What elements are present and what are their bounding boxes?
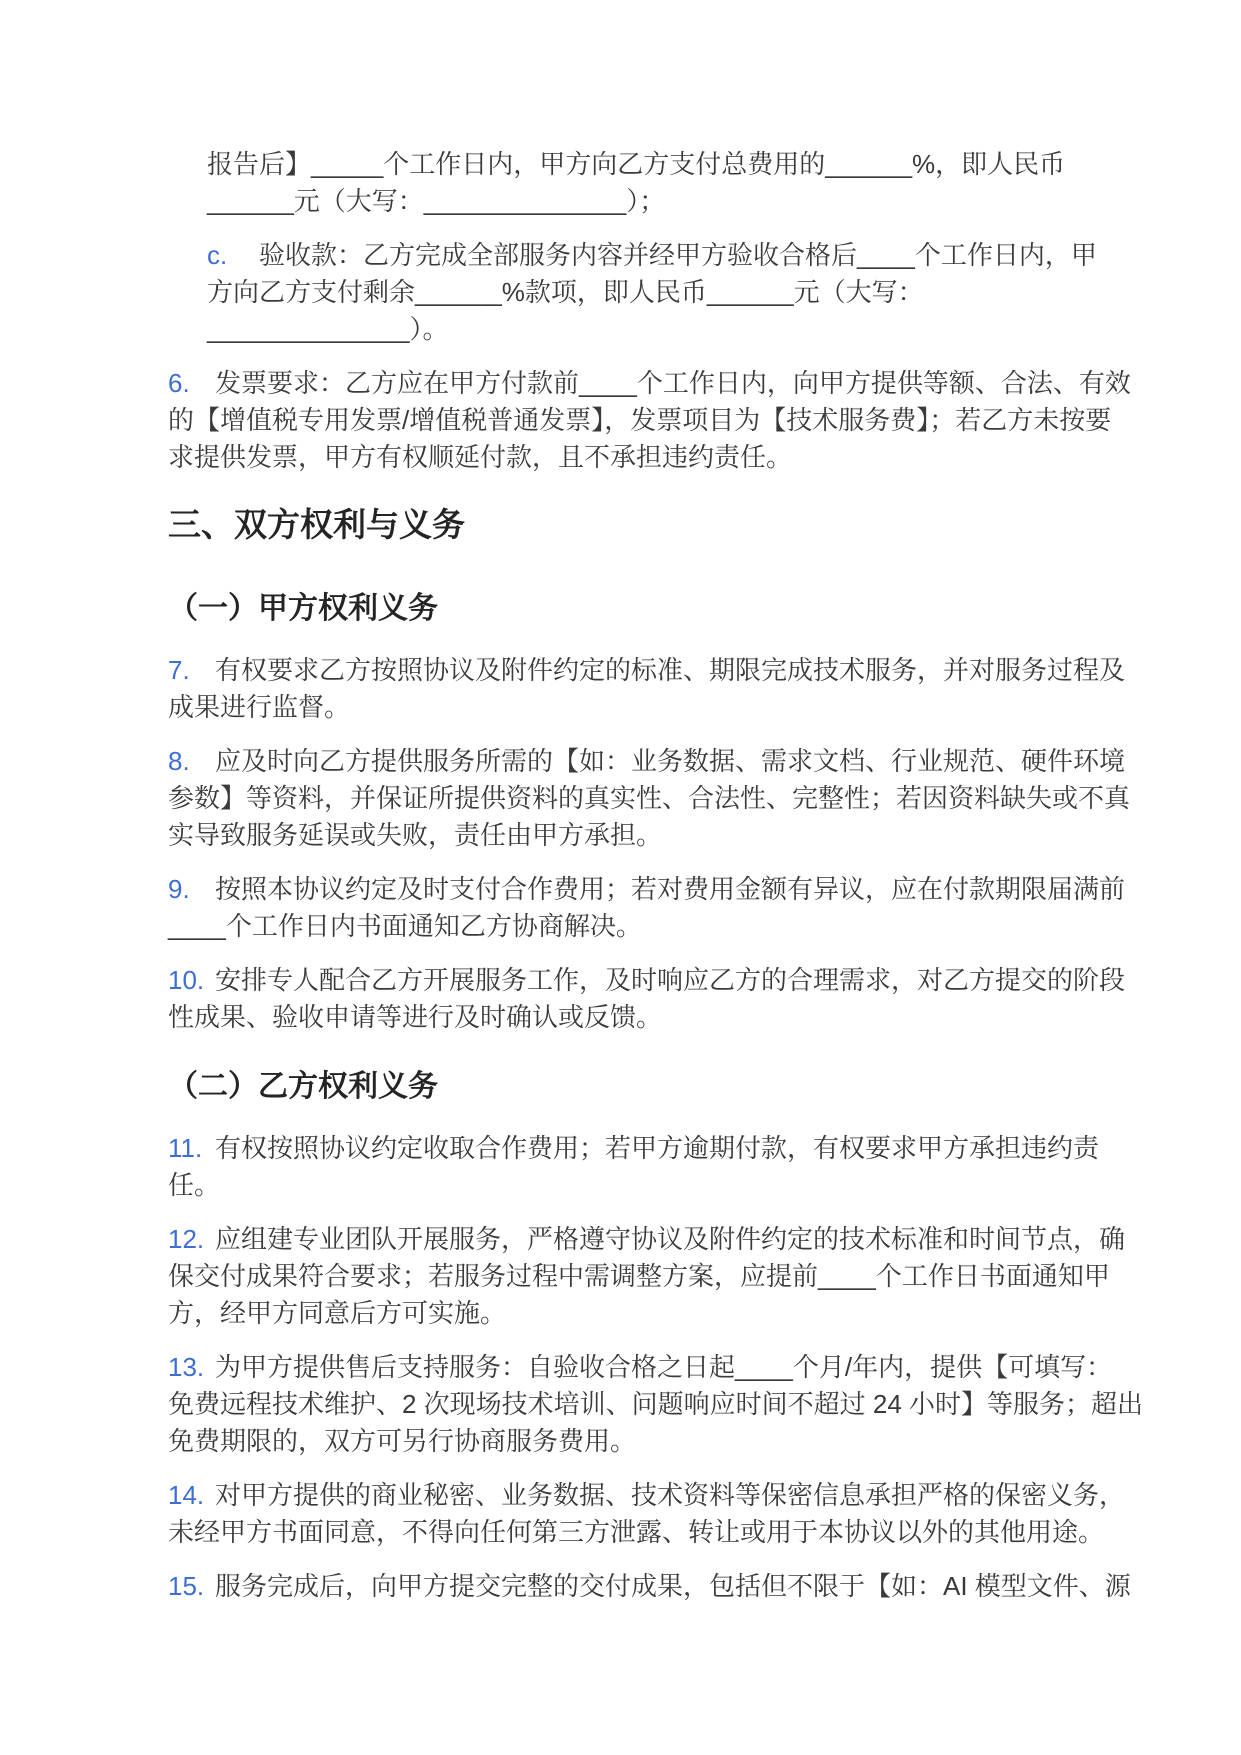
text-line bbox=[168, 365, 1211, 402]
text-line bbox=[168, 1514, 1211, 1551]
text-line bbox=[168, 908, 1211, 945]
text-run: 有权按照协议约定收取合作费用；若甲方逾期付款，有权要求甲方承担违约责 bbox=[215, 1133, 1100, 1163]
list-number: 7. bbox=[168, 655, 190, 685]
text-run: 未经甲方书面同意，不得向任何第三方泄露、转让或用于本协议以外的其他用途。 bbox=[168, 1517, 1105, 1547]
list-number: 8. bbox=[168, 746, 190, 776]
text-line bbox=[168, 871, 1211, 908]
list-number: 11. bbox=[168, 1133, 203, 1163]
list-number: 15. bbox=[168, 1571, 205, 1601]
text-line bbox=[168, 1295, 1211, 1332]
text-line bbox=[168, 743, 1211, 780]
text-run: 应组建专业团队开展服务，严格遵守协议及附件约定的技术标准和时间节点，确 bbox=[215, 1224, 1126, 1254]
text-run: 应及时向乙方提供服务所需的【如：业务数据、需求文档、行业规范、硬件环境 bbox=[215, 746, 1126, 776]
list-item-10 bbox=[168, 962, 1211, 1036]
list-number: 10. bbox=[168, 965, 205, 995]
text-line bbox=[168, 652, 1211, 689]
list-item-8 bbox=[168, 743, 1211, 854]
text-line bbox=[168, 1167, 1211, 1204]
text-line bbox=[207, 146, 1211, 183]
list-item-6 bbox=[168, 365, 1211, 476]
text-line bbox=[168, 1221, 1211, 1258]
text-line bbox=[168, 1258, 1211, 1295]
text-line bbox=[207, 237, 1211, 274]
text-line bbox=[168, 689, 1211, 726]
subsection-heading: （一）甲方权利义务 bbox=[168, 592, 438, 625]
list-number: 9. bbox=[168, 874, 190, 904]
text-run: 求提供发票，甲方有权顺延付款，且不承担违约责任。 bbox=[168, 442, 793, 472]
list-item-12 bbox=[168, 1221, 1211, 1332]
text-run: 安排专人配合乙方开展服务工作，及时响应乙方的合理需求，对乙方提交的阶段 bbox=[215, 965, 1126, 995]
text-run: 按照本协议约定及时支付合作费用；若对费用金额有异议，应在付款期限届满前 bbox=[215, 874, 1126, 904]
list-item-15 bbox=[168, 1568, 1211, 1605]
list-number: 6. bbox=[168, 368, 190, 398]
text-run: 发票要求：乙方应在甲方付款前____个工作日内，向甲方提供等额、合法、有效 bbox=[215, 368, 1131, 398]
text-line bbox=[168, 1349, 1211, 1386]
text-run: ______________）。 bbox=[207, 314, 449, 344]
text-line bbox=[207, 311, 1211, 348]
text-run: 的【增值税专用发票/增值税普通发票】，发票项目为【技术服务费】；若乙方未按要 bbox=[168, 405, 1112, 435]
text-run: 任。 bbox=[168, 1170, 221, 1200]
text-line bbox=[207, 274, 1211, 311]
text-line bbox=[168, 1130, 1211, 1167]
text-line bbox=[207, 183, 1211, 220]
list-item-9 bbox=[168, 871, 1211, 945]
text-run: 方，经甲方同意后方可实施。 bbox=[168, 1298, 507, 1328]
text-run: 参数】等资料，并保证所提供资料的真实性、合法性、完整性；若因资料缺失或不真 bbox=[168, 783, 1131, 813]
text-run: 对甲方提供的商业秘密、业务数据、技术资料等保密信息承担严格的保密义务， bbox=[215, 1480, 1126, 1510]
text-line bbox=[168, 1386, 1211, 1423]
text-run: 有权要求乙方按照协议及附件约定的标准、期限完成技术服务，并对服务过程及 bbox=[215, 655, 1126, 685]
text-run: 验收款：乙方完成全部服务内容并经甲方验收合格后____个工作日内，甲 bbox=[259, 240, 1097, 270]
text-run: 实导致服务延误或失败，责任由甲方承担。 bbox=[168, 820, 663, 850]
text-run: 保交付成果符合要求；若服务过程中需调整方案，应提前____个工作日书面通知甲 bbox=[168, 1261, 1110, 1291]
list-number: 12. bbox=[168, 1224, 205, 1254]
text-line bbox=[168, 439, 1211, 476]
text-run: 免费期限的，双方可另行协商服务费用。 bbox=[168, 1426, 637, 1456]
section-heading: 三、双方权利与义务 bbox=[168, 506, 465, 543]
text-run: 报告后】_____个工作日内，甲方向乙方支付总费用的______%，即人民币 bbox=[207, 149, 1066, 179]
paragraph bbox=[207, 146, 1211, 220]
text-run: 成果进行监督。 bbox=[168, 692, 351, 722]
subsection-heading: （二）乙方权利义务 bbox=[168, 1070, 438, 1103]
text-line bbox=[168, 402, 1211, 439]
text-run: 为甲方提供售后支持服务：自验收合格之日起____个月/年内，提供【可填写： bbox=[215, 1352, 1113, 1382]
list-item-13 bbox=[168, 1349, 1211, 1460]
text-line bbox=[168, 962, 1211, 999]
text-run: ____个工作日内书面通知乙方协商解决。 bbox=[168, 911, 642, 941]
list-item-14 bbox=[168, 1477, 1211, 1551]
list-item-11 bbox=[168, 1130, 1211, 1204]
text-run: ______元（大写：______________）； bbox=[207, 186, 666, 216]
text-run: 服务完成后，向甲方提交完整的交付成果，包括但不限于【如：AI 模型文件、源 bbox=[215, 1571, 1131, 1601]
text-line bbox=[168, 780, 1211, 817]
text-run: 免费远程技术维护、2 次现场技术培训、问题响应时间不超过 24 小时】等服务；超出 bbox=[168, 1389, 1144, 1419]
list-number: c. bbox=[207, 240, 228, 270]
text-line bbox=[168, 1477, 1211, 1514]
list-item-7 bbox=[168, 652, 1211, 726]
text-line bbox=[168, 1568, 1211, 1605]
list-item-c bbox=[207, 237, 1211, 348]
list-number: 13. bbox=[168, 1352, 205, 1382]
text-line bbox=[168, 817, 1211, 854]
text-line bbox=[168, 999, 1211, 1036]
text-run: 方向乙方支付剩余______%款项，即人民币______元（大写： bbox=[207, 277, 924, 307]
list-number: 14. bbox=[168, 1480, 205, 1510]
text-line bbox=[168, 1423, 1211, 1460]
text-run: 性成果、验收申请等进行及时确认或反馈。 bbox=[168, 1002, 663, 1032]
